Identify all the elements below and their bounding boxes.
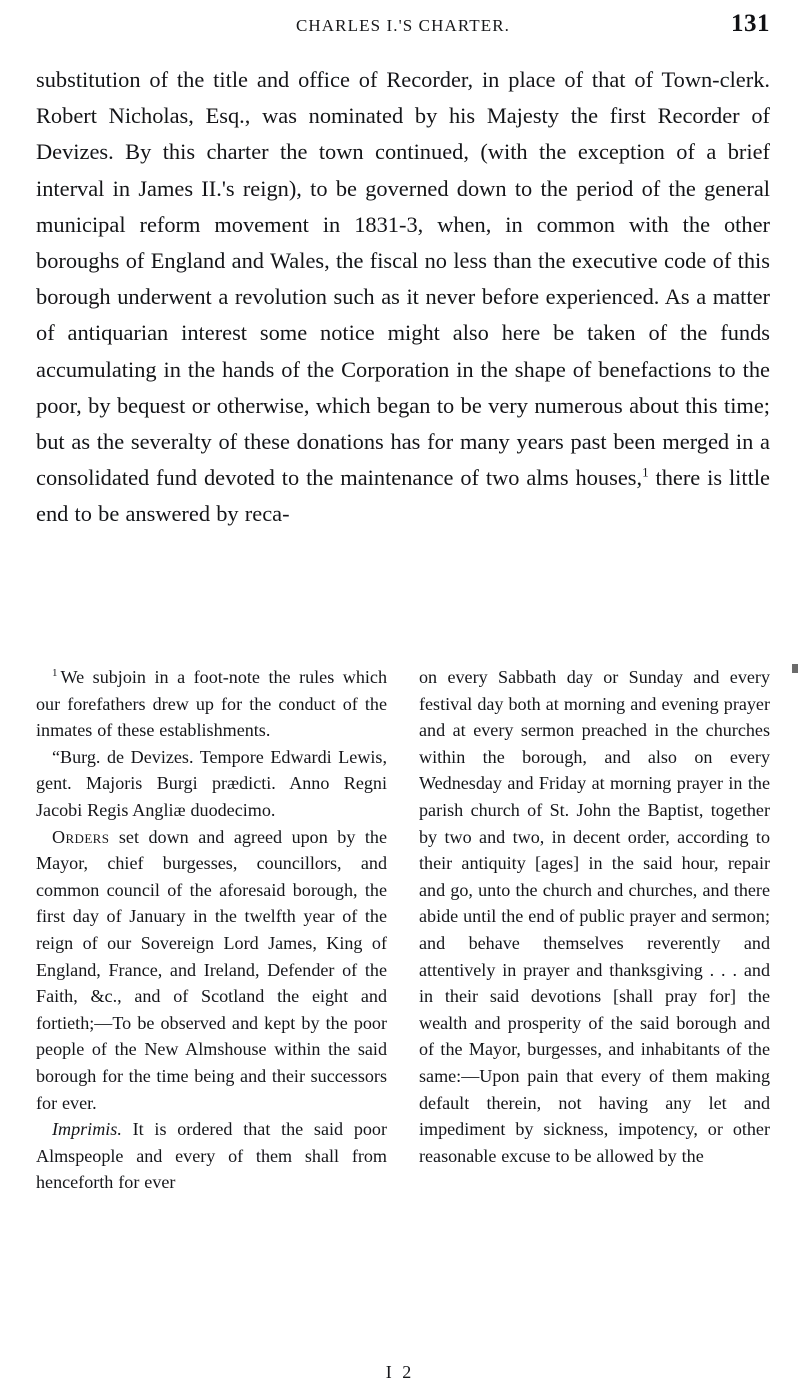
main-text-block: [36, 62, 770, 533]
footnote-paragraph: on every Sabbath day or Sunday and every festival day both at morning and evening prayer and at every sermon preached in the churches within the borough, and also on every Wednesday and Friday at morning prayer in the parish church of St. John the Baptist, together by two and two, in decent order, according to their antiquity [ages] in the said hour, repair and go, unto the church and churches, and there abide until the end of public prayer and sermon; and behave themselves reverently and attentively in prayer and thanksgiving . . . and in their said devotions [shall pray for] the wealth and prosperity of the said borough and of the Mayor, burgesses, and inhabitants of the same:—Upon pain that every of them making default therein, not having any let and impediment by sickness, impotency, or other reasonable excuse to be allowed by the: [419, 667, 770, 1166]
main-paragraph-tail: there is little end to be answered by reca-: [36, 465, 770, 527]
footnote-paragraph-text: We subjoin in a foot-note the rules which our forefathers drew up for the conduct of the inmates of these establishments.: [36, 667, 387, 741]
footnote-marker: 1: [52, 666, 58, 679]
signature-mark: I 2: [385, 1362, 415, 1382]
running-head-title: CHARLES I.'S CHARTER.: [295, 16, 511, 35]
footnote-paragraph: [36, 824, 387, 1117]
footnote-left-column: [36, 664, 387, 1196]
footnote-paragraph-text: set down and agreed upon by the Mayor, chief burgesses, councillors, and common council of the aforesaid borough, the first day of January in the twelfth year of the reign of our Sovereign Lord James, King of England, France, and Ireland, Defender of the Faith, &c., and of Scotland the eight and fortieth;—To be observed and kept by the poor people of the New Almshouse within the said borough for the time being and their successors for ever.: [36, 826, 387, 1113]
main-paragraph: [36, 62, 770, 533]
footnote-block: [36, 664, 770, 1196]
footnote-orders-lead: Orders: [52, 826, 110, 847]
footnote-reference-marker: 1: [642, 464, 649, 480]
page-edge-artifact: [792, 664, 798, 673]
footnote-divider: [36, 652, 366, 653]
footnote-imprimis-lead: Imprimis.: [52, 1119, 122, 1140]
footnote-paragraph: “Burg. de Devizes. Tempore Edwardi Lewis, gent. Majoris Burgi prædicti. Anno Regni Jacobi Regis Angliæ duodecimo.: [36, 746, 387, 820]
main-paragraph-text: substitution of the title and office of Recorder, in place of that of Town-clerk. Robert Nicholas, Esq., was nominated by his Majesty the first Recorder of Devizes. By this charter the town continued, (with the exception of a brief interval in James II.'s reign), to be governed down to the period of the general municipal reform movement in 1831-3, when, in common with the other boroughs of England and Wales, the fiscal no less than the executive code of this borough underwent a revolution such as it never before experienced. As a matter of antiquarian interest some notice might also here be taken of the funds accumulating in the hands of the Corporation in the shape of benefactions to the poor, by bequest or otherwise, which began to be very numerous about this time; but as the severalty of these donations has for many years past been merged in a consolidated fund devoted to the maintenance of two alms houses,: [36, 67, 770, 491]
footnote-paragraph: [36, 664, 387, 744]
footnote-right-column: [419, 664, 770, 1196]
page-number: 131: [731, 10, 770, 37]
running-head: [36, 10, 770, 48]
footnote-paragraph-text: It is ordered that the said poor Almspeople and every of them shall from henceforth for ever: [36, 1119, 387, 1193]
footnote-paragraph: [36, 1116, 387, 1196]
